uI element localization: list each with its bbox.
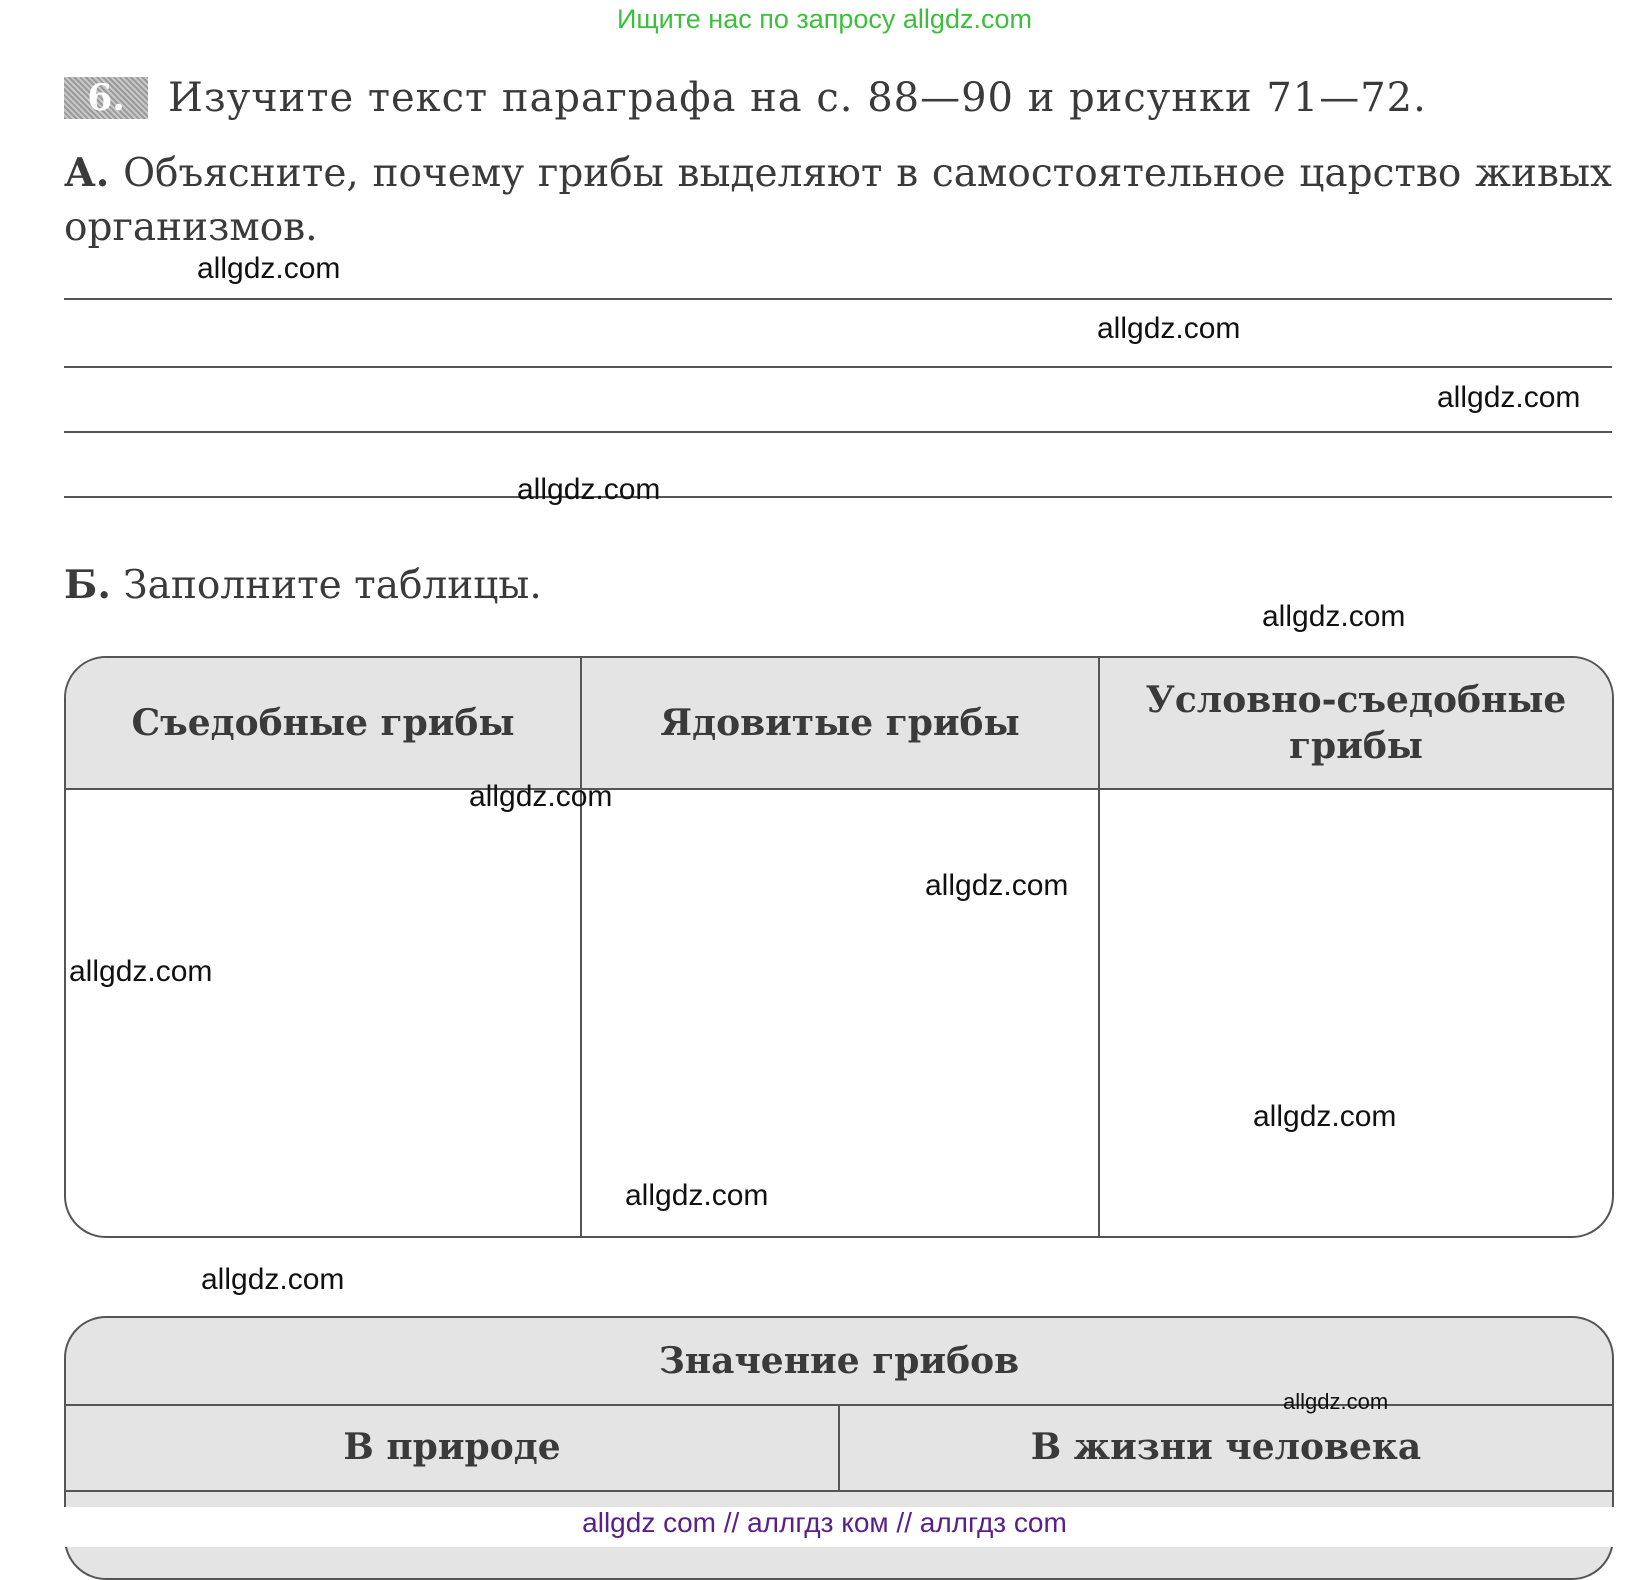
part-b-instruction (64, 562, 542, 608)
mushroom-types-table (64, 656, 1614, 1238)
watermark: allgdz.com (1283, 1389, 1389, 1414)
answer-line-2[interactable] (64, 366, 1612, 368)
watermark: allgdz.com (925, 869, 1069, 902)
answer-line-1[interactable] (64, 298, 1612, 300)
watermark: allgdz.com (1253, 1100, 1397, 1133)
part-a-text: Объясните, почему грибы выделяют в самостоятельное царство живых организмов. (64, 151, 1612, 250)
human-life-header: В жизни человека (840, 1404, 1612, 1492)
poisonous-header: Ядовитые грибы (660, 702, 1020, 744)
watermark: allgdz.com (1262, 600, 1406, 633)
importance-title: Значение грибов (66, 1318, 1612, 1406)
task-instruction: Изучите текст параграфа на с. 88—90 и рисунки 71—72. (168, 75, 1427, 121)
nature-header: В природе (66, 1404, 840, 1492)
conditionally-edible-answer-cell[interactable] (1100, 790, 1612, 1236)
answer-line-4[interactable] (64, 496, 1612, 498)
part-a-question (64, 146, 1612, 255)
watermark: allgdz.com (201, 1263, 345, 1296)
watermark: allgdz.com (1437, 381, 1581, 414)
edible-answer-cell[interactable] (66, 790, 580, 1236)
poisonous-answer-cell[interactable] (582, 790, 1098, 1236)
conditionally-edible-header: Условно-съедобные грибы (1145, 679, 1567, 767)
watermark: allgdz.com (517, 473, 661, 506)
watermark: allgdz.com (469, 780, 613, 813)
edible-header: Съедобные грибы (131, 702, 515, 744)
part-b-text: Заполните таблицы. (110, 563, 542, 608)
part-b-letter: Б. (64, 562, 111, 608)
watermark: allgdz.com (1097, 312, 1241, 345)
task-number-badge: 6. (64, 77, 148, 119)
answer-line-3[interactable] (64, 431, 1612, 433)
footer-links[interactable]: allgdz com // аллгдз ком // аллгдз com (582, 1507, 1067, 1538)
part-a-letter: А. (64, 150, 110, 196)
top-banner[interactable]: Ищите нас по запросу allgdz.com (617, 4, 1032, 34)
task-heading (64, 72, 1427, 124)
watermark: allgdz.com (69, 955, 213, 988)
watermark: allgdz.com (197, 252, 341, 285)
watermark: allgdz.com (625, 1179, 769, 1212)
